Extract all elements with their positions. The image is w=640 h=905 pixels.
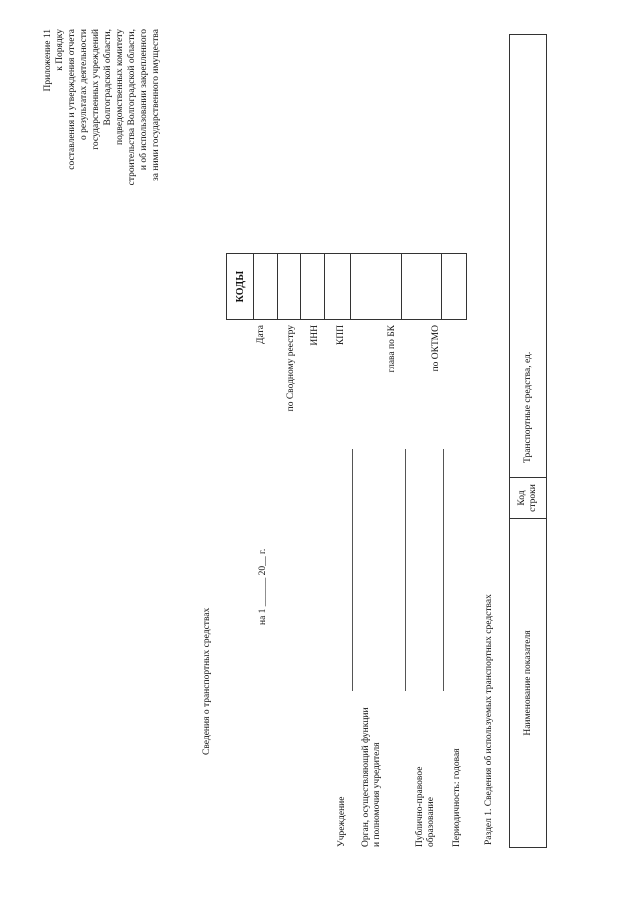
label-registry: по Сводному реестру (286, 325, 296, 412)
field-periodicity: Периодичность: годовая (452, 748, 462, 847)
appendix-line: о результатах деятельности (79, 29, 89, 141)
codes-table (226, 253, 467, 320)
column-transport: Транспортные средства, ед. (510, 35, 547, 478)
code-cell-registry[interactable] (278, 254, 301, 320)
section-table (509, 34, 547, 848)
institution-underline[interactable] (352, 449, 353, 691)
appendix-line: Приложение 11 (43, 29, 53, 92)
appendix-line: Волгоградской области, (103, 29, 113, 126)
appendix-line: строительства Волгоградской области, (127, 29, 137, 186)
appendix-line: государственных учреждений (91, 29, 101, 150)
label-kpp: КПП (336, 325, 346, 346)
appendix-line: к Порядку (55, 29, 65, 71)
section-title: Раздел 1. Сведения об используемых транспортных средствах (484, 594, 494, 845)
appendix-line: за ними государственного имущества (151, 29, 161, 181)
label-inn: ИНН (310, 325, 320, 346)
label-date: Дата (256, 325, 266, 344)
document-title: Сведения о транспортных средствах (202, 607, 212, 755)
label-oktmo: по ОКТМО (431, 325, 441, 372)
appendix-note (42, 29, 162, 219)
code-cell-kpp[interactable] (325, 254, 351, 320)
appendix-line: и об использовании закрепленного (139, 29, 149, 171)
code-cell-inn[interactable] (301, 254, 325, 320)
field-public-entity-label: Публично-правовое образование (415, 766, 436, 847)
document-date-line: на 1 ______ 20__ г. (258, 548, 268, 625)
field-founder-label: Орган, осуществляющий функции и полномочия учредителя (361, 707, 382, 847)
column-line-code: Код строки (510, 478, 547, 519)
field-institution-label: Учреждение (337, 796, 347, 847)
appendix-line: подведомственных комитету (115, 29, 125, 145)
column-indicator: Наименование показателя (510, 519, 547, 848)
code-cell-bk-head[interactable] (351, 254, 402, 320)
code-cell-extra[interactable] (442, 254, 467, 320)
public-entity-underline[interactable] (443, 449, 444, 691)
codes-header: КОДЫ (227, 254, 254, 320)
code-cell-oktmo[interactable] (402, 254, 442, 320)
code-cell-date[interactable] (254, 254, 278, 320)
founder-underline[interactable] (405, 449, 406, 691)
appendix-line: составления и утверждения отчета (67, 29, 77, 170)
label-bk-head: глава по БК (387, 325, 397, 373)
